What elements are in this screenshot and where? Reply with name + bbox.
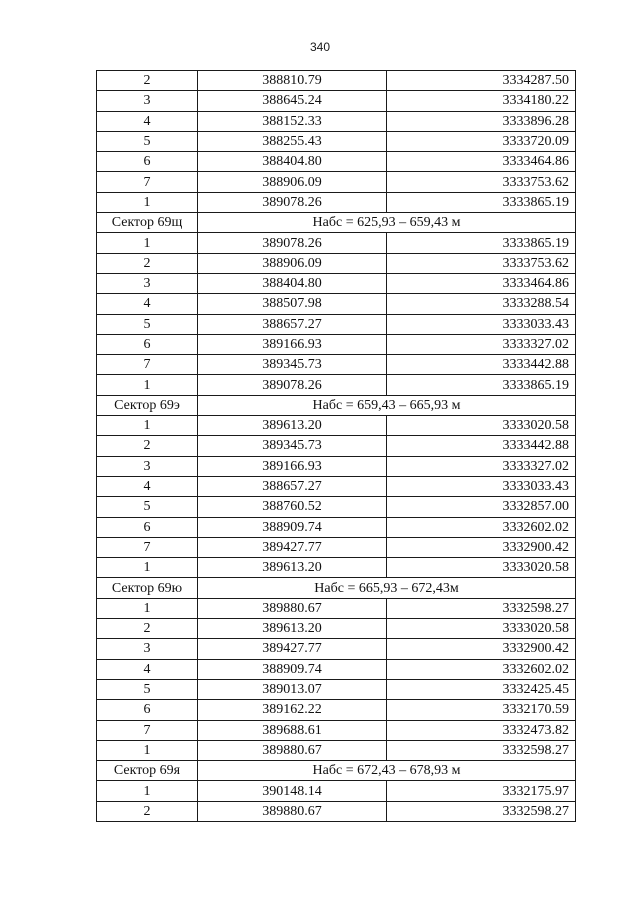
x-coordinate-cell: 388909.74: [198, 517, 387, 537]
point-number-cell: 1: [97, 375, 198, 395]
x-coordinate-cell: 388657.27: [198, 314, 387, 334]
point-number-cell: 3: [97, 273, 198, 293]
table-row: [97, 740, 576, 760]
y-coordinate-cell: 3332175.97: [387, 781, 576, 801]
y-coordinate-cell: 3332857.00: [387, 497, 576, 517]
y-coordinate-cell: 3333865.19: [387, 192, 576, 212]
table-row: [97, 71, 576, 91]
x-coordinate-cell: 389880.67: [198, 598, 387, 618]
x-coordinate-cell: 388404.80: [198, 152, 387, 172]
x-coordinate-cell: 389345.73: [198, 436, 387, 456]
x-coordinate-cell: 388404.80: [198, 273, 387, 293]
table-row: [97, 537, 576, 557]
point-number-cell: 7: [97, 537, 198, 557]
y-coordinate-cell: 3334287.50: [387, 71, 576, 91]
x-coordinate-cell: 389162.22: [198, 700, 387, 720]
x-coordinate-cell: 389166.93: [198, 334, 387, 354]
table-row: [97, 720, 576, 740]
y-coordinate-cell: 3333020.58: [387, 558, 576, 578]
point-number-cell: 1: [97, 598, 198, 618]
point-number-cell: 1: [97, 233, 198, 253]
sector-header-row: [97, 578, 576, 598]
x-coordinate-cell: 388255.43: [198, 131, 387, 151]
y-coordinate-cell: 3333464.86: [387, 273, 576, 293]
sector-header-row: [97, 213, 576, 233]
table-row: [97, 172, 576, 192]
table-row: [97, 659, 576, 679]
y-coordinate-cell: 3332473.82: [387, 720, 576, 740]
point-number-cell: 7: [97, 355, 198, 375]
table-row: [97, 375, 576, 395]
table-row: [97, 91, 576, 111]
point-number-cell: 5: [97, 314, 198, 334]
point-number-cell: 3: [97, 456, 198, 476]
table-row: [97, 598, 576, 618]
table-row: [97, 314, 576, 334]
x-coordinate-cell: 389427.77: [198, 639, 387, 659]
point-number-cell: 4: [97, 294, 198, 314]
point-number-cell: 6: [97, 152, 198, 172]
x-coordinate-cell: 388810.79: [198, 71, 387, 91]
y-coordinate-cell: 3333327.02: [387, 456, 576, 476]
point-number-cell: 3: [97, 639, 198, 659]
table-row: [97, 152, 576, 172]
x-coordinate-cell: 389880.67: [198, 801, 387, 821]
y-coordinate-cell: 3333033.43: [387, 314, 576, 334]
y-coordinate-cell: 3332598.27: [387, 598, 576, 618]
y-coordinate-cell: 3332900.42: [387, 537, 576, 557]
x-coordinate-cell: 389880.67: [198, 740, 387, 760]
y-coordinate-cell: 3333753.62: [387, 172, 576, 192]
x-coordinate-cell: 389166.93: [198, 456, 387, 476]
sector-label: Сектор 69щ: [97, 213, 198, 233]
point-number-cell: 1: [97, 781, 198, 801]
table-row: [97, 294, 576, 314]
point-number-cell: 2: [97, 619, 198, 639]
sector-height-range: Набс = 659,43 – 665,93 м: [198, 395, 576, 415]
y-coordinate-cell: 3333753.62: [387, 253, 576, 273]
x-coordinate-cell: 389078.26: [198, 233, 387, 253]
table-row: [97, 355, 576, 375]
y-coordinate-cell: 3332900.42: [387, 639, 576, 659]
y-coordinate-cell: 3333288.54: [387, 294, 576, 314]
x-coordinate-cell: 389613.20: [198, 558, 387, 578]
page-number: 340: [309, 40, 331, 54]
y-coordinate-cell: 3332598.27: [387, 740, 576, 760]
sector-header-row: [97, 395, 576, 415]
sector-height-range: Набс = 665,93 – 672,43м: [198, 578, 576, 598]
table-row: [97, 456, 576, 476]
x-coordinate-cell: 389613.20: [198, 416, 387, 436]
point-number-cell: 6: [97, 700, 198, 720]
y-coordinate-cell: 3334180.22: [387, 91, 576, 111]
table-row: [97, 517, 576, 537]
point-number-cell: 1: [97, 192, 198, 212]
y-coordinate-cell: 3332602.02: [387, 517, 576, 537]
table-row: [97, 273, 576, 293]
x-coordinate-cell: 388645.24: [198, 91, 387, 111]
y-coordinate-cell: 3333020.58: [387, 619, 576, 639]
sector-label: Сектор 69я: [97, 761, 198, 781]
table-row: [97, 801, 576, 821]
table-row: [97, 334, 576, 354]
x-coordinate-cell: 389013.07: [198, 679, 387, 699]
point-number-cell: 5: [97, 131, 198, 151]
table-row: [97, 558, 576, 578]
y-coordinate-cell: 3333464.86: [387, 152, 576, 172]
sector-header-row: [97, 761, 576, 781]
y-coordinate-cell: 3333020.58: [387, 416, 576, 436]
point-number-cell: 5: [97, 679, 198, 699]
x-coordinate-cell: 389688.61: [198, 720, 387, 740]
point-number-cell: 4: [97, 476, 198, 496]
y-coordinate-cell: 3333442.88: [387, 355, 576, 375]
table-row: [97, 111, 576, 131]
sector-height-range: Набс = 625,93 – 659,43 м: [198, 213, 576, 233]
point-number-cell: 6: [97, 517, 198, 537]
sector-height-range: Набс = 672,43 – 678,93 м: [198, 761, 576, 781]
x-coordinate-cell: 388909.74: [198, 659, 387, 679]
table-row: [97, 781, 576, 801]
point-number-cell: 2: [97, 253, 198, 273]
x-coordinate-cell: 389345.73: [198, 355, 387, 375]
y-coordinate-cell: 3333865.19: [387, 233, 576, 253]
y-coordinate-cell: 3332598.27: [387, 801, 576, 821]
table-row: [97, 619, 576, 639]
point-number-cell: 1: [97, 416, 198, 436]
sector-label: Сектор 69э: [97, 395, 198, 415]
coordinates-table: [96, 70, 576, 822]
table-row: [97, 679, 576, 699]
point-number-cell: 4: [97, 659, 198, 679]
x-coordinate-cell: 388507.98: [198, 294, 387, 314]
x-coordinate-cell: 390148.14: [198, 781, 387, 801]
table-row: [97, 233, 576, 253]
point-number-cell: 2: [97, 71, 198, 91]
point-number-cell: 2: [97, 801, 198, 821]
table-row: [97, 416, 576, 436]
coordinates-table-body: [97, 71, 576, 822]
y-coordinate-cell: 3333865.19: [387, 375, 576, 395]
point-number-cell: 6: [97, 334, 198, 354]
table-row: [97, 436, 576, 456]
point-number-cell: 4: [97, 111, 198, 131]
x-coordinate-cell: 388906.09: [198, 172, 387, 192]
y-coordinate-cell: 3333896.28: [387, 111, 576, 131]
x-coordinate-cell: 389078.26: [198, 375, 387, 395]
point-number-cell: 1: [97, 558, 198, 578]
x-coordinate-cell: 388152.33: [198, 111, 387, 131]
x-coordinate-cell: 389613.20: [198, 619, 387, 639]
table-row: [97, 700, 576, 720]
table-row: [97, 497, 576, 517]
y-coordinate-cell: 3332602.02: [387, 659, 576, 679]
point-number-cell: 1: [97, 740, 198, 760]
y-coordinate-cell: 3333442.88: [387, 436, 576, 456]
point-number-cell: 7: [97, 720, 198, 740]
y-coordinate-cell: 3333327.02: [387, 334, 576, 354]
point-number-cell: 3: [97, 91, 198, 111]
point-number-cell: 2: [97, 436, 198, 456]
x-coordinate-cell: 388657.27: [198, 476, 387, 496]
table-row: [97, 476, 576, 496]
y-coordinate-cell: 3333033.43: [387, 476, 576, 496]
sector-label: Сектор 69ю: [97, 578, 198, 598]
x-coordinate-cell: 389078.26: [198, 192, 387, 212]
point-number-cell: 7: [97, 172, 198, 192]
y-coordinate-cell: 3332170.59: [387, 700, 576, 720]
x-coordinate-cell: 388760.52: [198, 497, 387, 517]
table-row: [97, 253, 576, 273]
point-number-cell: 5: [97, 497, 198, 517]
table-row: [97, 131, 576, 151]
table-row: [97, 192, 576, 212]
x-coordinate-cell: 388906.09: [198, 253, 387, 273]
x-coordinate-cell: 389427.77: [198, 537, 387, 557]
y-coordinate-cell: 3332425.45: [387, 679, 576, 699]
table-row: [97, 639, 576, 659]
y-coordinate-cell: 3333720.09: [387, 131, 576, 151]
